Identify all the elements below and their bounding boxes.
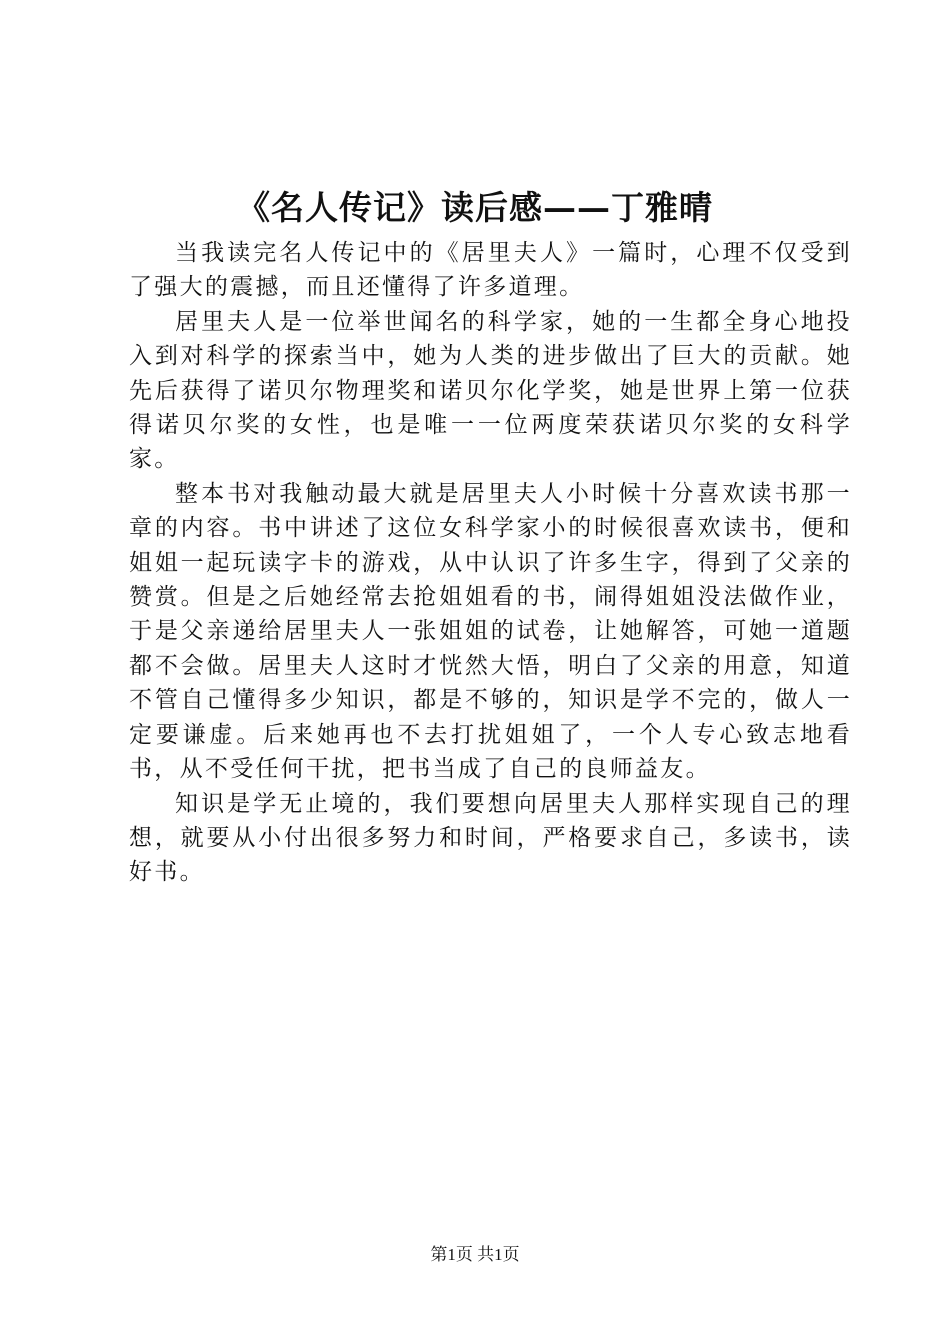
paragraph-1: 当我读完名人传记中的《居里夫人》一篇时，心理不仅受到了强大的震撼，而且还懂得了许多道理。 xyxy=(129,240,852,301)
page-footer: 第1页 共1页 xyxy=(430,1245,520,1264)
document-title: 《名人传记》读后感——丁雅晴 xyxy=(237,188,713,227)
paragraph-4: 知识是学无止境的，我们要想向居里夫人那样实现自己的理想，就要从小付出很多努力和时间，严格要求自己，多读书，读好书。 xyxy=(129,790,852,886)
paragraph-2: 居里夫人是一位举世闻名的科学家，她的一生都全身心地投入到对科学的探索当中，她为人类的进步做出了巨大的贡献。她先后获得了诺贝尔物理奖和诺贝尔化学奖，她是世界上第一位获得诺贝尔奖的女性，也是唯一一位两度荣获诺贝尔奖的女科学家。 xyxy=(129,308,852,473)
document-body xyxy=(129,236,852,890)
paragraph-3: 整本书对我触动最大就是居里夫人小时候十分喜欢读书那一章的内容。书中讲述了这位女科学家小的时候很喜欢读书，便和姐姐一起玩读字卡的游戏，从中认识了许多生字，得到了父亲的赞赏。但是之后她经常去抢姐姐看的书，闹得姐姐没法做作业，于是父亲递给居里夫人一张姐姐的试卷，让她解答，可她一道题都不会做。居里夫人这时才恍然大悟，明白了父亲的用意，知道不管自己懂得多少知识，都是不够的，知识是学不完的，做人一定要谦虚。后来她再也不去打扰姐姐了，一个人专心致志地看书，从不受任何干扰，把书当成了自己的良师益友。 xyxy=(129,480,852,783)
